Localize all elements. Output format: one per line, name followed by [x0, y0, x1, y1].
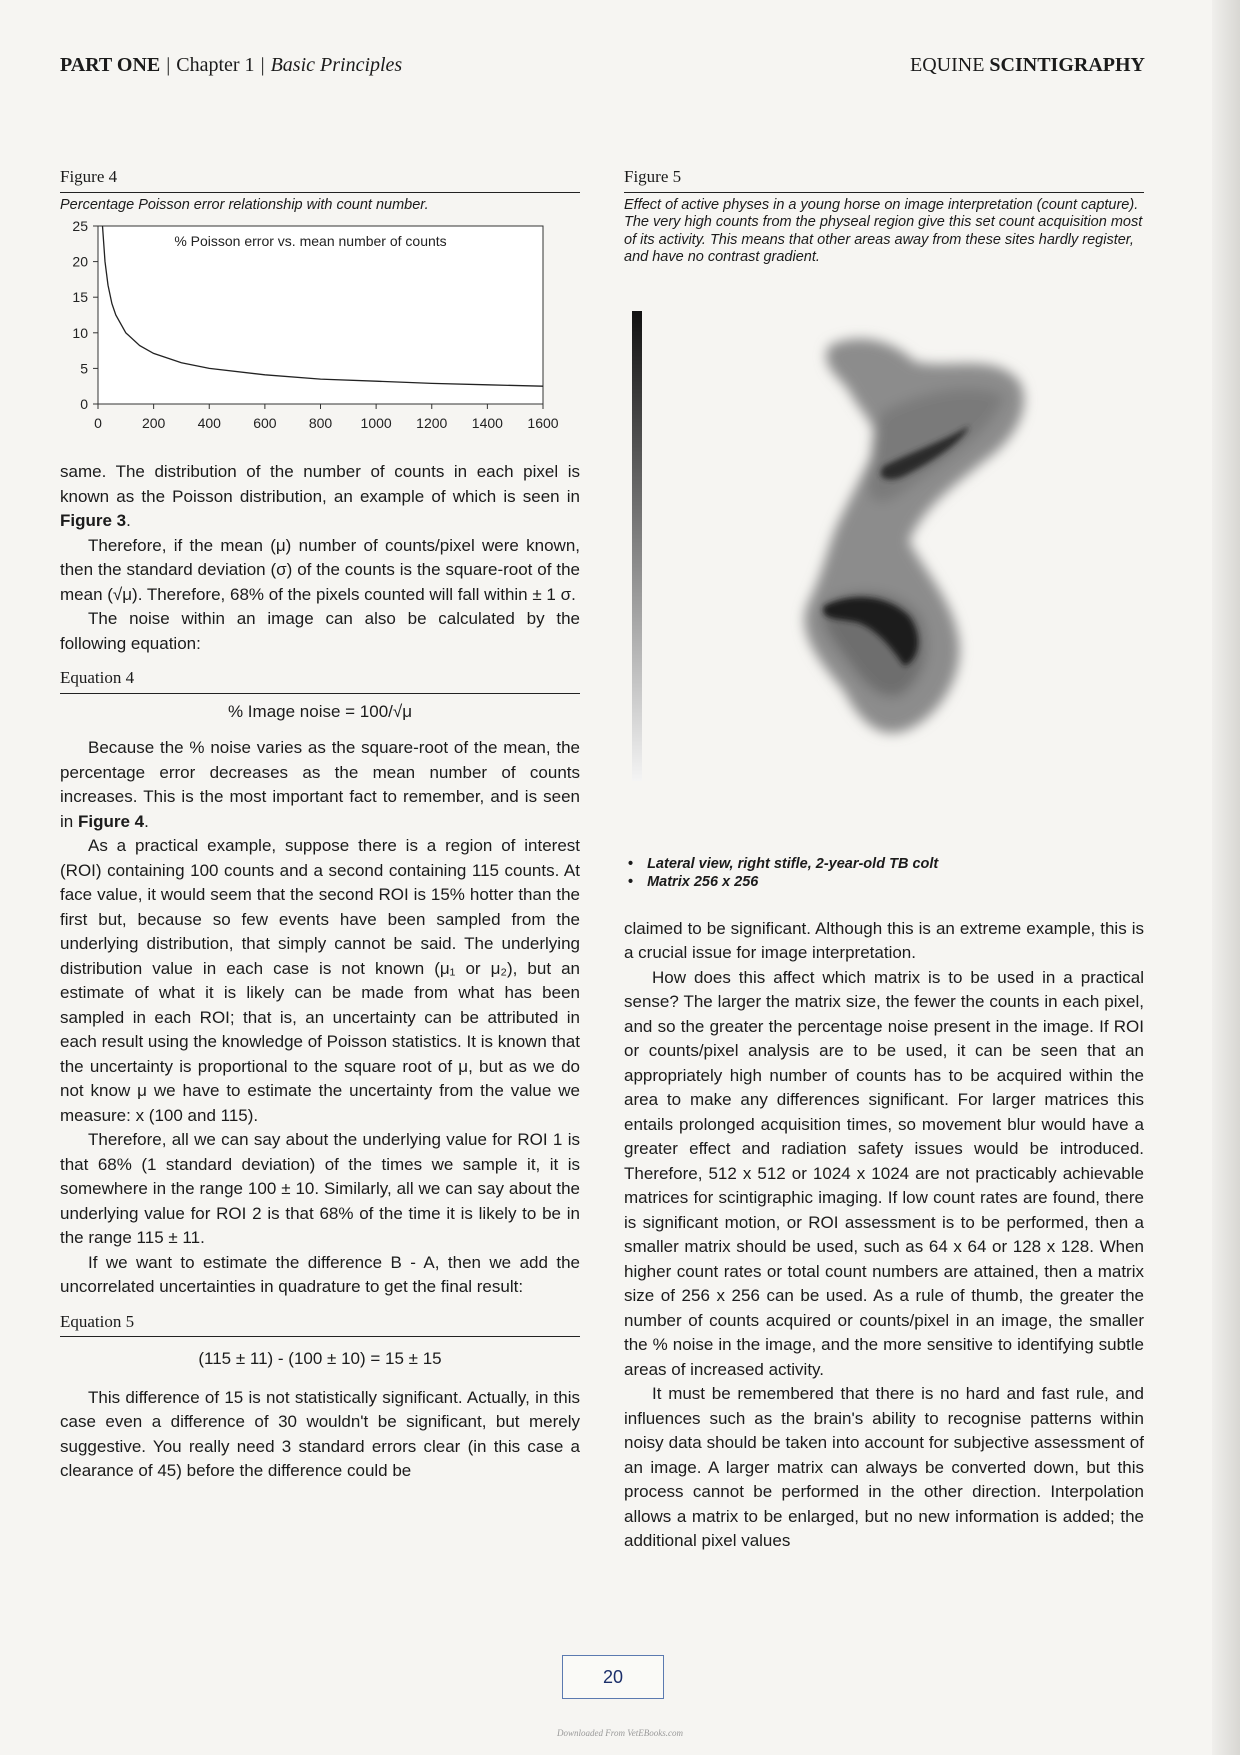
figure3-ref: Figure 3	[60, 511, 127, 530]
header-left: PART ONE | Chapter 1 | Basic Principles	[60, 54, 403, 76]
x-tick-label: 800	[308, 415, 333, 431]
running-header	[60, 54, 1145, 84]
y-tick-label: 15	[72, 289, 88, 306]
figure5-caption: Effect of active physes in a young horse on image interpretation (count capture). The very high counts from the physeal region give this set count acquisition most of its activity. This means that other areas away from these sites hardly register, and have no contrast gradient.	[624, 196, 1143, 265]
y-tick-label: 10	[72, 324, 88, 341]
y-tick-label: 20	[72, 253, 88, 270]
equation5-label: Equation 5	[60, 1310, 580, 1338]
equation4: % Image noise = 100/√μ	[227, 701, 413, 721]
header-chapter: Chapter 1	[176, 54, 255, 76]
left-column	[60, 165, 580, 1484]
equation4-label: Equation 4	[60, 666, 580, 694]
equation5: (115 ± 11) - (100 ± 10) = 15 ± 15	[198, 1349, 442, 1368]
x-tick-label: 600	[253, 415, 277, 431]
left-paragraph-2: Therefore, if the mean (μ) number of counts/pixel were known, then the standard deviation (σ) of the counts is the square-root of the mean (√μ). Therefore, 68% of the pixels counted will fall within ± 1 σ.	[60, 535, 580, 604]
header-book-title	[910, 54, 1145, 77]
left-paragraph-5: As a practical example, suppose there is a region of interest (ROI) containing 100 counts and a second containing 115 counts. At face value, it would seem that the second ROI is 15% hotter than the first but, because so few events have been sampled from the underlying distribution, that simply cannot be said. The underlying distribution value in each case is not known (μ₁ or μ₂), but an estimate of what it is likely can be made from what has been sampled in each ROI; that is, an uncertainty can be attributed in each result using the knowledge of Poisson statistics. It is known that the uncertainty is proportional to the square root of μ, but as we do not know μ we have to estimate the uncertainty from the value we measure: x (100 and 115).	[60, 836, 580, 1125]
right-paragraph-3: It must be remembered that there is no hard and fast rule, and influences such as the brain's ability to recognise patterns within noisy data should be taken into account for subjective assessment of an image. A larger matrix can always be converted down, but this process cannot be performed in the other direction. Interpolation allows a matrix to be enlarged, but no new information is added; the additional pixel values	[624, 1384, 1144, 1550]
left-paragraph-7: If we want to estimate the difference B - A, then we add the uncorrelated uncertainties in quadrature to get the final result:	[60, 1252, 580, 1296]
x-tick-label: 0	[94, 415, 102, 431]
left-paragraph-8: This difference of 15 is not statistically significant. Actually, in this case even a difference of 30 wouldn't be significant, but merely suggestive. You really need 3 standard errors clear (in this case a clearance of 45) before the difference could be	[60, 1387, 580, 1480]
poisson-error-chart	[60, 216, 580, 456]
y-tick-label: 0	[80, 396, 88, 412]
scintigraphy-image	[624, 271, 1144, 851]
intensity-scale-bar	[632, 311, 642, 781]
figure4-caption: Percentage Poisson error relationship with count number.	[60, 196, 429, 213]
header-section: Basic Principles	[270, 54, 403, 76]
y-tick-label: 5	[80, 360, 88, 377]
download-footer: Downloaded From VetEBooks.com	[557, 1728, 683, 1738]
x-tick-label: 1400	[471, 415, 503, 431]
figure4-ref: Figure 4	[77, 811, 145, 831]
header-book-title-bold: SCINTIGRAPHY	[989, 54, 1145, 76]
right-column	[624, 165, 1144, 1554]
figure4-label: Figure 4	[60, 165, 580, 193]
x-tick-label: 200	[141, 415, 166, 431]
header-part: PART ONE	[60, 54, 161, 76]
header-book-prefix: EQUINE	[909, 54, 985, 76]
plot-area	[98, 226, 543, 404]
y-tick-label: 25	[72, 218, 88, 234]
page-edge-shadow	[1212, 0, 1240, 1755]
figure5-notes	[624, 855, 1144, 891]
x-tick-label: 1600	[527, 415, 559, 431]
left-paragraph-6: Therefore, all we can say about the underlying value for ROI 1 is that 68% (1 standard deviation) of the times we sample it, it is somewhere in the range 100 ± 10. Similarly, all we can say about the underlying value for ROI 2 is that 68% of the time it is likely to be in the range 115 ± 11.	[60, 1130, 580, 1247]
stifle-uptake	[804, 338, 1024, 732]
figure5-note: • Matrix 256 x 256	[624, 873, 1144, 891]
left-paragraph-4: Because the % noise varies as the square-root of the mean, the percentage error decreases as the mean number of counts increases. This is the most important fact to remember, and is seen in Figure 4.	[60, 738, 580, 831]
x-tick-label: 1000	[360, 415, 392, 431]
left-paragraph-1: same. The distribution of the number of counts in each pixel is known as the Poisson distribution, an example of which is seen in Figure 3.	[60, 462, 580, 530]
page-number: 20	[562, 1655, 664, 1699]
right-paragraph-2: How does this affect which matrix is to be used in a practical sense? The larger the matrix size, the fewer the counts in each pixel, and so the greater the percentage noise present in the image. If ROI or counts/pixel analysis are to be used, it can be seen that an appropriately high number of counts has to be acquired within the area to make any differences significant. For larger matrices this entails prolonged acquisition times, so movement blur would have a greater effect and radiation safety issues would be introduced. Therefore, 512 x 512 or 1024 x 1024 are not practicably achievable matrices for scintigraphic imaging. If low count rates are found, there is significant motion, or ROI assessment is to be performed, then a smaller matrix should be used, such as 64 x 64 or 128 x 128. When higher count rates or total count numbers are attained, then a matrix size of 256 x 256 can be used. As a rule of thumb, the greater the number of counts acquired or counts/pixel in an image, the smaller the % noise in the image, and the more sensitive to identifying subtle areas of increased activity.	[624, 967, 1144, 1379]
x-tick-label: 400	[197, 415, 221, 431]
chart-title: % Poisson error vs. mean number of counts	[174, 233, 447, 249]
x-tick-label: 1200	[416, 415, 448, 431]
left-paragraph-3: The noise within an image can also be calculated by the following equation:	[60, 609, 580, 653]
right-paragraph-1: claimed to be significant. Although this is an extreme example, this is a crucial issue for image interpretation.	[624, 918, 1144, 962]
figure5-label: Figure 5	[624, 165, 1144, 193]
figure5-note: • Lateral view, right stifle, 2-year-old TB colt	[624, 855, 1144, 873]
